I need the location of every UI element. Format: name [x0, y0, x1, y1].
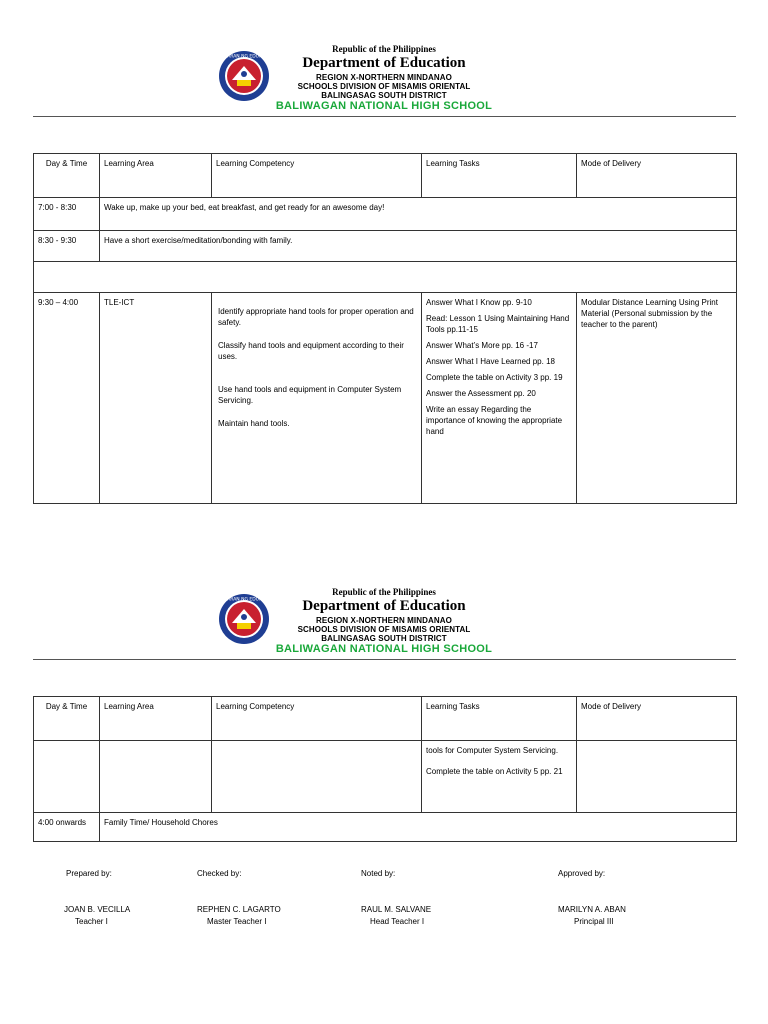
task-item: Read: Lesson 1 Using Maintaining Hand Tools pp.11-15 — [426, 314, 570, 334]
empty-cell — [212, 741, 422, 813]
column-header-mode-of-delivery: Mode of Delivery — [577, 697, 737, 741]
task-item: Complete the table on Activity 3 pp. 19 — [426, 373, 563, 382]
signature-name: MARILYN A. ABAN — [558, 905, 626, 914]
school-name: BALIWAGAN NATIONAL HIGH SCHOOL — [275, 100, 493, 112]
signature-title: Teacher I — [75, 917, 108, 926]
district-label: BALINGASAG SOUTH DISTRICT — [321, 634, 447, 643]
empty-cell — [34, 741, 100, 813]
signature-role: Noted by: — [361, 869, 396, 878]
signature-role: Checked by: — [197, 869, 242, 878]
column-header-day-time: Day & Time — [34, 697, 100, 741]
column-header-learning-competency: Learning Competency — [212, 697, 422, 741]
region-label: REGION X-NORTHERN MINDANAO — [316, 616, 452, 625]
signature-name: RAUL M. SALVANE — [361, 905, 432, 914]
page1-header — [0, 40, 768, 120]
row-tasks — [422, 293, 577, 504]
table-row — [34, 231, 737, 262]
signature-role: Approved by: — [558, 869, 606, 878]
row-competencies — [212, 293, 422, 504]
task-item: Complete the table on Activity 5 pp. 21 — [426, 767, 563, 776]
seal-text: KAGAWARAN NG EDUKASYON — [210, 597, 278, 603]
competency-item: Classify hand tools and equipment according to their uses. — [218, 341, 404, 361]
table-header-row — [34, 154, 737, 198]
row-activity: Wake up, make up your bed, eat breakfast, and get ready for an awesome day! — [100, 198, 737, 231]
task-item: Write an essay Regarding the importance of knowing the appropriate hand — [426, 405, 563, 436]
table-row — [34, 198, 737, 231]
signature-name: REPHEN C. LAGARTO — [197, 905, 281, 914]
row-learning-area: TLE-ICT — [100, 293, 212, 504]
division-label: SCHOOLS DIVISION OF MISAMIS ORIENTAL — [297, 82, 471, 91]
signature-name: JOAN B. VECILLA — [64, 905, 131, 914]
task-item: Answer the Assessment pp. 20 — [426, 389, 536, 398]
schedule-table-page2 — [33, 696, 737, 842]
empty-cell — [34, 262, 737, 293]
signature-title: Head Teacher I — [370, 917, 425, 926]
column-header-learning-tasks: Learning Tasks — [422, 154, 577, 198]
district-label: BALINGASAG SOUTH DISTRICT — [321, 91, 447, 100]
signature-title: Principal III — [574, 917, 614, 926]
row-time: 9:30 – 4:00 — [34, 293, 100, 504]
column-header-learning-area: Learning Area — [100, 154, 212, 198]
row-time: 7:00 - 8:30 — [34, 198, 100, 231]
republic-label: Republic of the Philippines — [332, 587, 436, 597]
signature-role: Prepared by: — [66, 869, 112, 878]
empty-cell — [577, 741, 737, 813]
table-row — [34, 741, 737, 813]
competency-item: Use hand tools and equipment in Computer System Servicing. — [218, 385, 402, 405]
department-label: Department of Education — [302, 598, 466, 614]
row-mode-of-delivery: Modular Distance Learning Using Print Material (Personal submission by the teacher to the parent) — [577, 293, 737, 504]
competency-item: Maintain hand tools. — [218, 419, 290, 428]
schedule-table-page1 — [33, 153, 737, 504]
table-row — [34, 813, 737, 842]
row-time: 4:00 onwards — [34, 813, 100, 842]
empty-cell — [100, 741, 212, 813]
competency-item: Identify appropriate hand tools for proper operation and safety. — [218, 307, 414, 327]
column-header-learning-competency: Learning Competency — [212, 154, 422, 198]
school-name: BALIWAGAN NATIONAL HIGH SCHOOL — [275, 643, 493, 655]
column-header-learning-area: Learning Area — [100, 697, 212, 741]
row-time: 8:30 - 9:30 — [34, 231, 100, 262]
table-row-empty — [34, 262, 737, 293]
task-item: tools for Computer System Servicing. — [426, 746, 559, 755]
signature-prepared — [0, 868, 768, 938]
column-header-mode-of-delivery: Mode of Delivery — [577, 154, 737, 198]
header-divider — [33, 116, 736, 117]
signature-title: Master Teacher I — [207, 917, 267, 926]
column-header-learning-tasks: Learning Tasks — [422, 697, 577, 741]
page2-header — [0, 583, 768, 663]
table-row — [34, 293, 737, 504]
republic-label: Republic of the Philippines — [332, 44, 436, 54]
task-item: Answer What I Know pp. 9-10 — [426, 298, 532, 307]
seal-text: KAGAWARAN NG EDUKASYON — [210, 54, 278, 60]
column-header-day-time: Day & Time — [34, 154, 100, 198]
row-tasks — [422, 741, 577, 813]
row-activity: Family Time/ Household Chores — [100, 813, 737, 842]
region-label: REGION X-NORTHERN MINDANAO — [316, 73, 452, 82]
header-divider — [33, 659, 736, 660]
table-header-row — [34, 697, 737, 741]
task-item: Answer What I Have Learned pp. 18 — [426, 357, 555, 366]
department-label: Department of Education — [302, 55, 466, 71]
row-activity: Have a short exercise/meditation/bonding with family. — [100, 231, 737, 262]
division-label: SCHOOLS DIVISION OF MISAMIS ORIENTAL — [297, 625, 471, 634]
task-item: Answer What’s More pp. 16 -17 — [426, 341, 538, 350]
